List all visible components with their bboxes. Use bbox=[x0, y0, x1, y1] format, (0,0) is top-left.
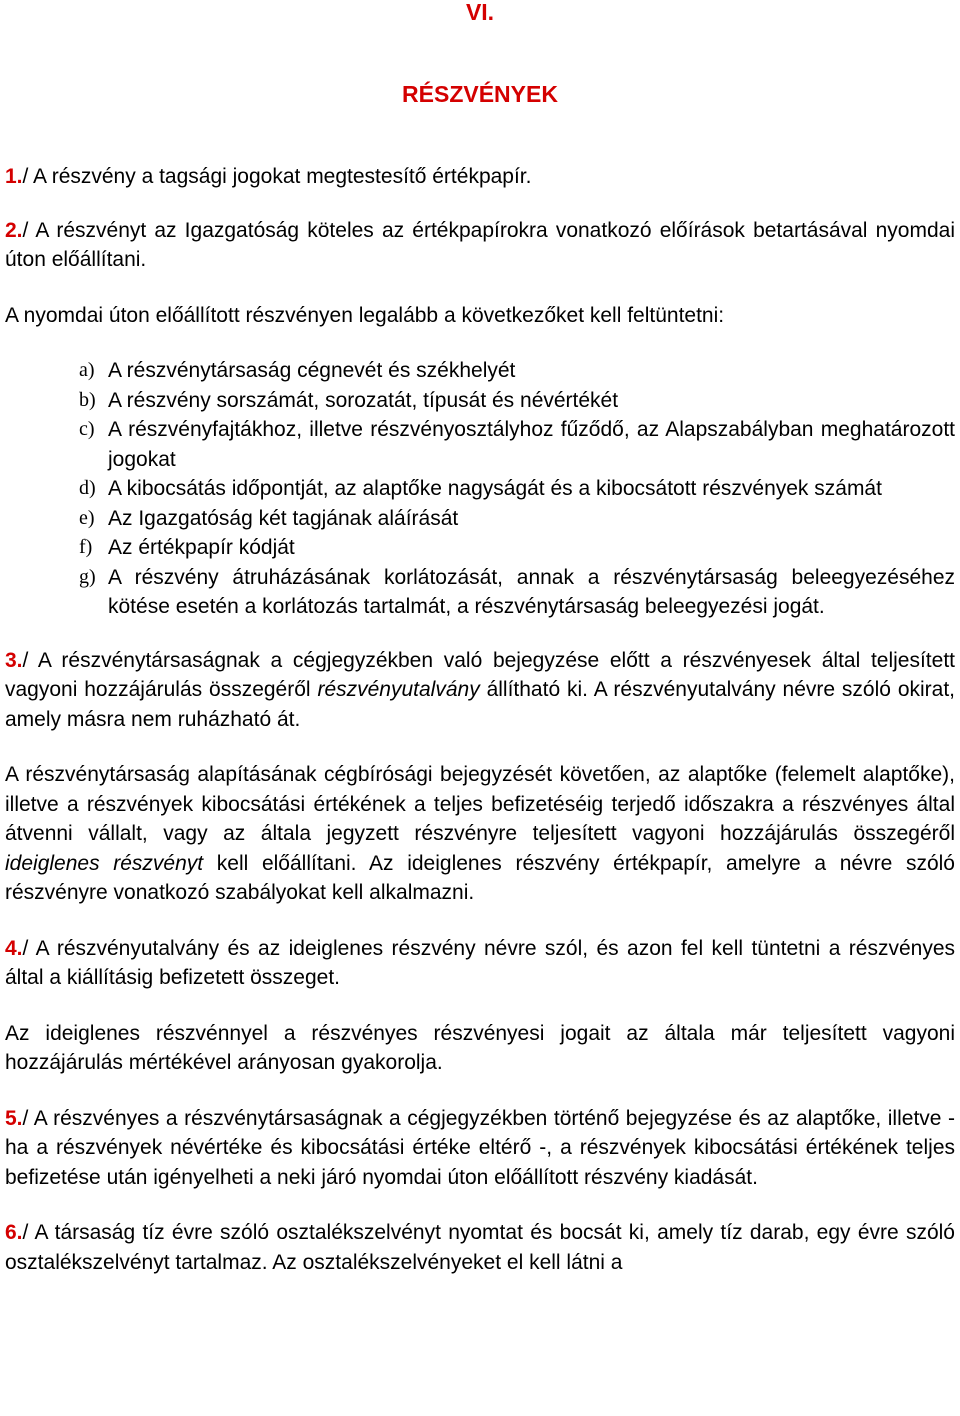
list-marker: f) bbox=[79, 536, 93, 558]
list-item bbox=[5, 386, 955, 416]
list-item-text: A részvény sorszámát, sorozatát, típusát és névértékét bbox=[108, 388, 619, 412]
paragraph-5-number: 5. bbox=[5, 1106, 23, 1130]
list-item-text: Az Igazgatóság két tagjának aláírását bbox=[108, 506, 459, 530]
chapter-number: VI. bbox=[465, 0, 495, 25]
paragraph-6-number: 6. bbox=[5, 1221, 23, 1244]
list-item-text: A részvény átruházásának korlátozását, annak a részvénytársaság beleegyezéséhez kötése esetén a korlátozás tartalmát, a részvénytársaság beleegyezési jogát. bbox=[108, 565, 955, 618]
list-marker: e) bbox=[79, 506, 95, 529]
list-item bbox=[5, 356, 955, 386]
paragraph-2-text: / A részvényt az Igazgatóság köteles az értékpapírokra vonatkozó előírások betartásával nyomdai úton előállítani. bbox=[5, 218, 955, 271]
requirements-list bbox=[5, 356, 955, 622]
paragraph-3-continued-text-b: kell előállítani. Az ideiglenes részvény értékpapír, amelyre a névre szóló részvényre vonatkozó szabályokat kell alkalmazni. bbox=[5, 851, 955, 904]
list-item bbox=[5, 504, 955, 534]
paragraph-3-number: 3. bbox=[5, 648, 23, 672]
paragraph-5 bbox=[5, 1104, 955, 1193]
paragraph-2 bbox=[5, 216, 955, 275]
list-marker: b) bbox=[79, 388, 96, 411]
list-item-text: A részvénytársaság cégnevét és székhelyét bbox=[108, 359, 516, 382]
list-item bbox=[5, 533, 955, 563]
list-item bbox=[5, 474, 955, 504]
paragraph-3-text-a: / A részvénytársaságnak a cégjegyzékben való bejegyzése előtt a részvényesek által teljesített vagyoni hozzájárulás összegéről bbox=[5, 648, 955, 701]
list-item-text: A részvényfajtákhoz, illetve részvényosztályhoz fűződő, az Alapszabályban meghatározott jogokat bbox=[108, 418, 955, 471]
document-page bbox=[5, 0, 955, 1277]
paragraph-1-number: 1. bbox=[5, 165, 23, 188]
paragraph-4-continued: Az ideiglenes részvénnyel a részvényes részvényesi jogait az általa már teljesített vagyoni hozzájárulás mértékével arányosan gyakorolja. bbox=[5, 1021, 955, 1074]
paragraph-2-number: 2. bbox=[5, 218, 23, 242]
paragraph-3-continued bbox=[5, 760, 955, 908]
paragraph-4 bbox=[5, 934, 955, 993]
list-item-text: A kibocsátás időpontját, az alaptőke nagyságát és a kibocsátott részvények számát bbox=[108, 477, 882, 500]
section-title: RÉSZVÉNYEK bbox=[402, 81, 558, 107]
paragraph-2-intro: A nyomdai úton előállított részvényen legalább a következőket kell feltüntetni: bbox=[5, 303, 725, 327]
paragraph-4-text: / A részvényutalvány és az ideiglenes részvény névre szól, és azon fel kell tüntetni a részvényes által a kiállításig befizetett összeget. bbox=[5, 936, 955, 989]
paragraph-1-text: / A részvény a tagsági jogokat megtestesítő értékpapír. bbox=[22, 165, 532, 188]
list-marker: g) bbox=[79, 565, 96, 588]
list-marker: a) bbox=[79, 359, 95, 381]
paragraph-1 bbox=[5, 162, 955, 192]
paragraph-3-continued-term: ideiglenes részvényt bbox=[5, 851, 204, 875]
paragraph-3-term: részvényutalvány bbox=[317, 678, 480, 701]
list-marker: d) bbox=[79, 477, 96, 499]
list-item-text: Az értékpapír kódját bbox=[108, 536, 295, 559]
paragraph-5-text: / A részvényes a részvénytársaságnak a cégjegyzékben történő bejegyzése és az alaptőke, illetve - ha a részvények névértéke és kibocsátási értéke eltérő -, a részvények kibocsátási értékének teljes befizetése után igényelheti a neki járó nyomdai úton előállított részvény kiadását. bbox=[5, 1106, 955, 1189]
paragraph-6 bbox=[5, 1218, 955, 1277]
paragraph-3-text-b: állítható ki. A részvényutalvány névre szóló okirat, amely másra nem ruházható át. bbox=[5, 678, 956, 731]
list-item bbox=[5, 415, 955, 474]
paragraph-4-number: 4. bbox=[5, 936, 23, 960]
list-item bbox=[5, 563, 955, 622]
paragraph-3-continued-text-a: A részvénytársaság alapításának cégbírósági bejegyzését követően, az alaptőke (felemelt alaptőke), illetve a részvények kibocsátási értékének a teljes befizetéséig terjedő időszakra a részvényes által átvenni vállalt, vagy az általa jegyzett részvényre teljesített vagyoni hozzájárulás összegéről bbox=[5, 763, 955, 845]
paragraph-6-text: / A társaság tíz évre szóló osztalékszelvényt nyomtat és bocsát ki, amely tíz darab, egy évre szóló osztalékszelvényt tartalmaz. Az osztalékszelvényeket el kell látni a bbox=[5, 1221, 955, 1274]
paragraph-3 bbox=[5, 646, 955, 735]
list-marker: c) bbox=[79, 418, 95, 440]
